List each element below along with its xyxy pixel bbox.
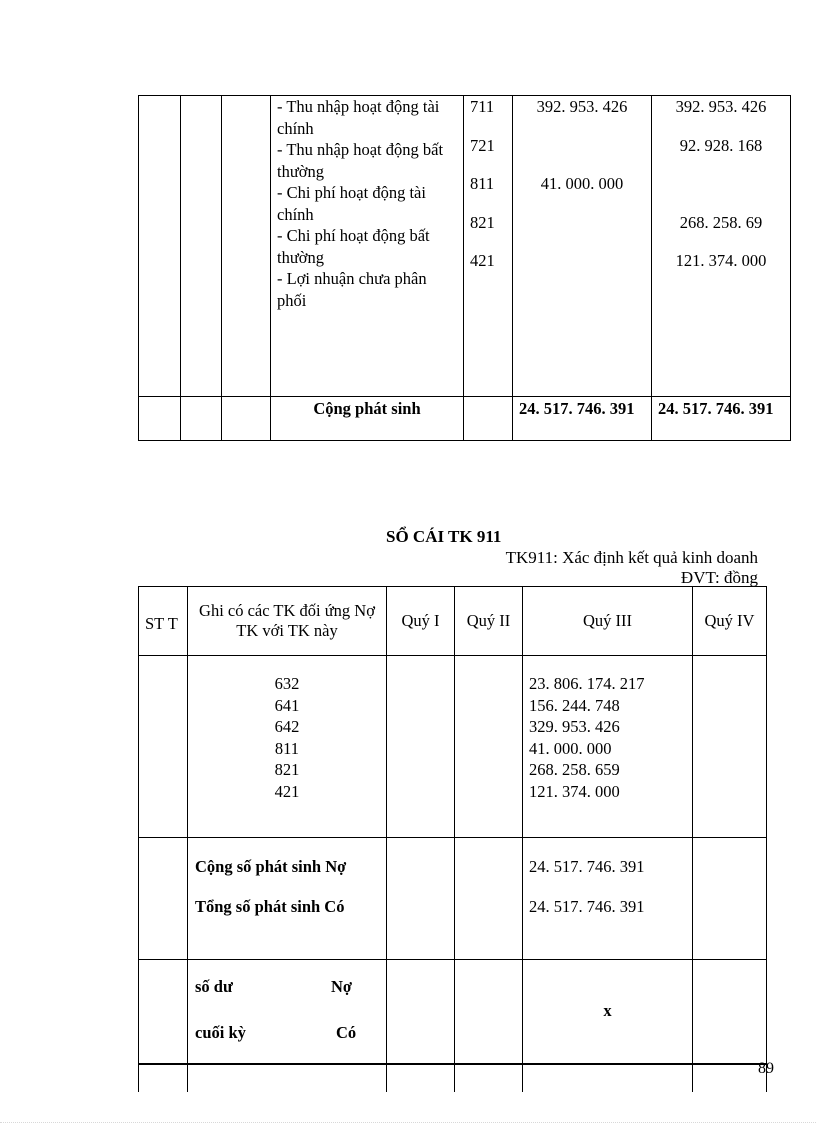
- debit-sum-value: 24. 517. 746. 391: [529, 857, 645, 876]
- debit-value: [513, 135, 651, 174]
- header-quarter-3: Quý III: [523, 587, 693, 656]
- header-row: [139, 587, 767, 656]
- credit-sum-label: Tổng số phát sinh Có: [195, 897, 345, 916]
- table-row: [139, 96, 791, 397]
- quarter-3-value-list: [523, 656, 693, 838]
- balance-period-label: cuối kỳ: [195, 1023, 246, 1042]
- debit-value-list: [513, 96, 652, 397]
- account-code: 421: [470, 251, 495, 270]
- header-contra-account: Ghi có các TK đối ứng Nợ TK với TK này: [188, 587, 387, 656]
- account-code: 821: [470, 212, 495, 232]
- quarter-3-value: 156. 244. 748: [529, 695, 620, 715]
- credit-value: 121. 374. 000: [675, 251, 767, 270]
- credit-value: 268. 258. 69: [679, 212, 763, 232]
- contra-account: 641: [274, 695, 300, 715]
- debit-sum-label: Cộng số phát sinh Nợ: [195, 857, 347, 876]
- credit-value-list: [652, 96, 791, 397]
- description-list: [271, 96, 464, 397]
- unit-label: ĐVT: đồng: [680, 568, 758, 587]
- debit-value: 41. 000. 000: [540, 174, 624, 193]
- contra-account: 421: [274, 781, 300, 801]
- header-quarter-1: Quý I: [387, 587, 455, 656]
- sum-row: [139, 838, 767, 960]
- contra-account: 642: [274, 717, 300, 736]
- quarter-3-value: 329. 953. 426: [529, 717, 620, 736]
- contra-account-list: [188, 656, 387, 838]
- ledger-table: [138, 586, 767, 1092]
- debit-value: [513, 212, 651, 251]
- total-credit: 24. 517. 746. 391: [652, 397, 791, 441]
- balance-label: số dư: [195, 977, 233, 996]
- top-ledger-table: [138, 95, 791, 441]
- table-row: [139, 1064, 767, 1092]
- account-code: 811: [470, 174, 495, 193]
- debit-value: 392. 953. 426: [536, 97, 628, 116]
- account-code: 721: [470, 135, 495, 155]
- description-item: - Thu nhập hoạt động tài chính: [277, 97, 440, 138]
- quarter-3-value: 268. 258. 659: [529, 760, 620, 779]
- balance-row: [139, 960, 767, 1065]
- contra-account: 811: [274, 738, 300, 758]
- sum-labels: [188, 838, 387, 960]
- quarter-3-value: 121. 374. 000: [529, 781, 620, 801]
- header-quarter-2: Quý II: [455, 587, 523, 656]
- credit-value: 92. 928. 168: [679, 135, 763, 155]
- ledger-subtitle: TK911: Xác định kết quả kinh doanh: [505, 548, 758, 567]
- description-item: - Lợi nhuận chưa phân phối: [277, 269, 427, 310]
- credit-sum-value: 24. 517. 746. 391: [529, 897, 645, 916]
- ledger-title: SỔ CÁI TK 911: [386, 527, 502, 546]
- quarter-3-value: 23. 806. 174. 217: [529, 674, 645, 693]
- description-item: - Thu nhập hoạt động bất thường: [277, 140, 444, 181]
- balance-credit-label: Có: [336, 1023, 357, 1042]
- description-item: - Chi phí hoạt động tài chính: [277, 183, 426, 224]
- balance-debit-label: Nợ: [331, 977, 353, 996]
- page-number: 89: [758, 1060, 774, 1077]
- total-debit: 24. 517. 746. 391: [513, 397, 652, 441]
- contra-account: 821: [274, 760, 300, 779]
- credit-value: 392. 953. 426: [675, 97, 767, 116]
- balance-labels: [188, 960, 387, 1065]
- total-label: Cộng phát sinh: [271, 397, 464, 441]
- account-list: [464, 96, 513, 397]
- credit-value: [652, 173, 790, 212]
- header-quarter-4: Quý IV: [693, 587, 767, 656]
- table-row: [139, 656, 767, 838]
- account-code: 711: [470, 97, 495, 116]
- quarter-3-value: 41. 000. 000: [529, 738, 612, 758]
- sum-values: [523, 838, 693, 960]
- debit-value: [513, 250, 651, 289]
- header-stt: ST T: [139, 587, 188, 656]
- contra-account: 632: [274, 674, 300, 693]
- balance-quarter-3: x: [523, 960, 693, 1065]
- total-row: [139, 397, 791, 441]
- description-item: - Chi phí hoạt động bất thường: [277, 226, 430, 267]
